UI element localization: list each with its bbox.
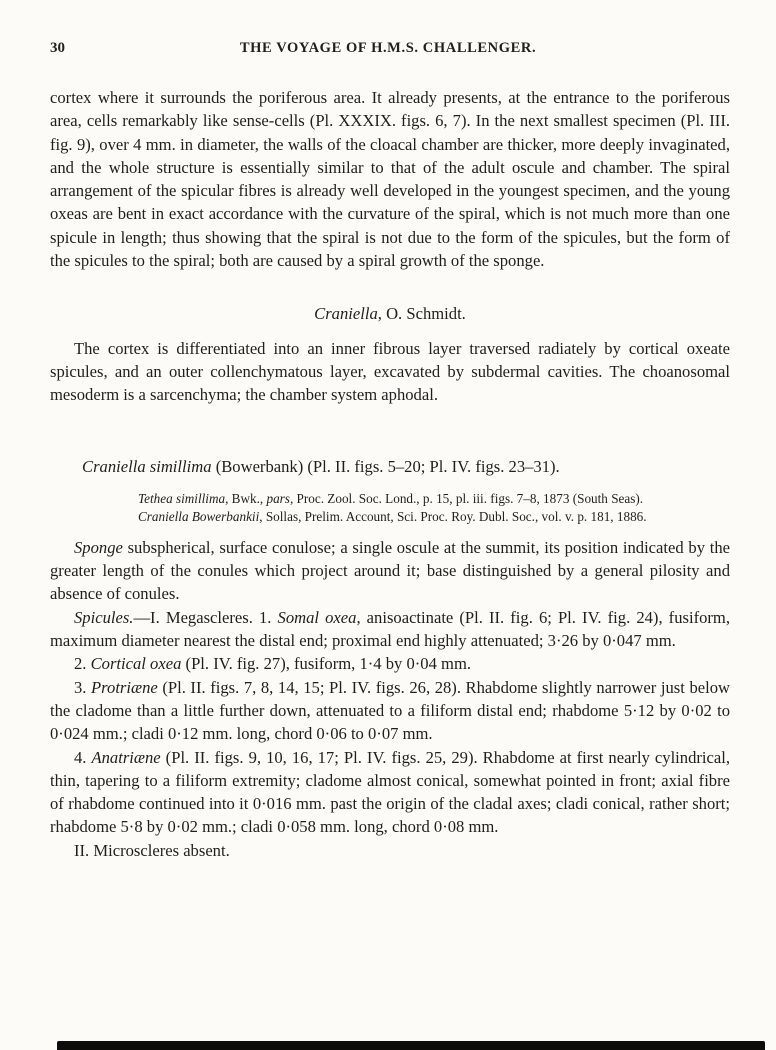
synonymy-line: Craniella Bowerbankii, Sollas, Prelim. Account, Sci. Proc. Roy. Dubl. Soc., vol. v. p. 181, 1886. — [138, 508, 647, 524]
text-column — [50, 86, 730, 862]
description-paragraph-sponge: Sponge subspherical, surface conulose; a single oscule at the summit, its position indicated by the greater length of the conules which project around it; base distinguished by a general pilosity and absence of conules. — [50, 537, 730, 604]
page-header — [0, 0, 776, 60]
body-paragraph-continuation: cortex where it surrounds the poriferous area. It already presents, at the entrance to the poriferous area, cells remarkably like sense-cells (Pl. XXXIX. figs. 6, 7). In the next smallest specimen (Pl. III. fig. 9), over 4 mm. in diameter, the walls of the cloacal chamber are thicker, more deeply invaginated, and the whole structure is essentially similar to that of the adult oscule and chamber. The spiral arrangement of the spicular fibres is already well developed in the youngest specimen, and the young oxeas are bent in exact accordance with the curvature of the spiral, which is not much more than one spicule in length; thus showing that the spiral is not due to the form of the spicules, but the form of the spicules to the spiral; both are caused by a spiral growth of the sponge. — [50, 88, 730, 271]
description-paragraph-cortical-oxea: 2. Cortical oxea (Pl. IV. fig. 27), fusiform, 1·4 by 0·04 mm. — [74, 654, 471, 674]
species-description-block — [50, 536, 730, 862]
species-heading: Craniella simillima (Bowerbank) (Pl. II. figs. 5–20; Pl. IV. figs. 23–31). — [82, 456, 560, 476]
genus-heading: Craniella, O. Schmidt. — [314, 304, 466, 324]
description-paragraph-spicules: Spicules.—I. Megascleres. 1. Somal oxea, anisoactinate (Pl. II. fig. 6; Pl. IV. fig. 24), fusiform, maximum diameter nearest the distal end; proximal end highly attenuated; 3·26 by 0·047 mm. — [50, 607, 730, 651]
description-paragraph-anatriaene: 4. Anatriæne (Pl. II. figs. 9, 10, 16, 17; Pl. IV. figs. 25, 29). Rhabdome at first nearly cylindrical, thin, tapering to a filiform extremity; cladome almost conical, somewhat pointed in front; axial fibre of rhabdome continued into it 0·016 mm. past the origin of the cladal axes; cladi conical, rather short; rhabdome 5·8 by 0·02 mm.; cladi 0·058 mm. long, chord 0·08 mm. — [50, 747, 731, 837]
synonymy-line: Tethea simillima, Bwk., pars, Proc. Zool. Soc. Lond., p. 15, pl. iii. figs. 7–8, 1873 (South Seas). — [138, 490, 644, 506]
page-number: 30 — [50, 40, 65, 56]
genus-description-paragraph: The cortex is differentiated into an inner fibrous layer traversed radiately by cortical oxeate spicules, and an outer collenchymatous layer, excavated by subdermal cavities. The choanosomal mesoderm is a sarcenchyma; the chamber system aphodal. — [50, 338, 730, 405]
bottom-scan-edge — [57, 1041, 765, 1050]
description-paragraph-protriaene: 3. Protriæne (Pl. II. figs. 7, 8, 14, 15; Pl. IV. figs. 26, 28). Rhabdome slightly narrower just below the cladome than a little further down, attenuated to a filiform distal end; rhabdome 5·12 by 0·02 to 0·024 mm.; cladi 0·12 mm. long, chord 0·06 to 0·07 mm. — [50, 677, 731, 744]
synonymy-block — [138, 490, 716, 526]
description-paragraph-microscleres: II. Microscleres absent. — [74, 840, 230, 860]
running-title: THE VOYAGE OF H.M.S. CHALLENGER. — [239, 40, 537, 56]
